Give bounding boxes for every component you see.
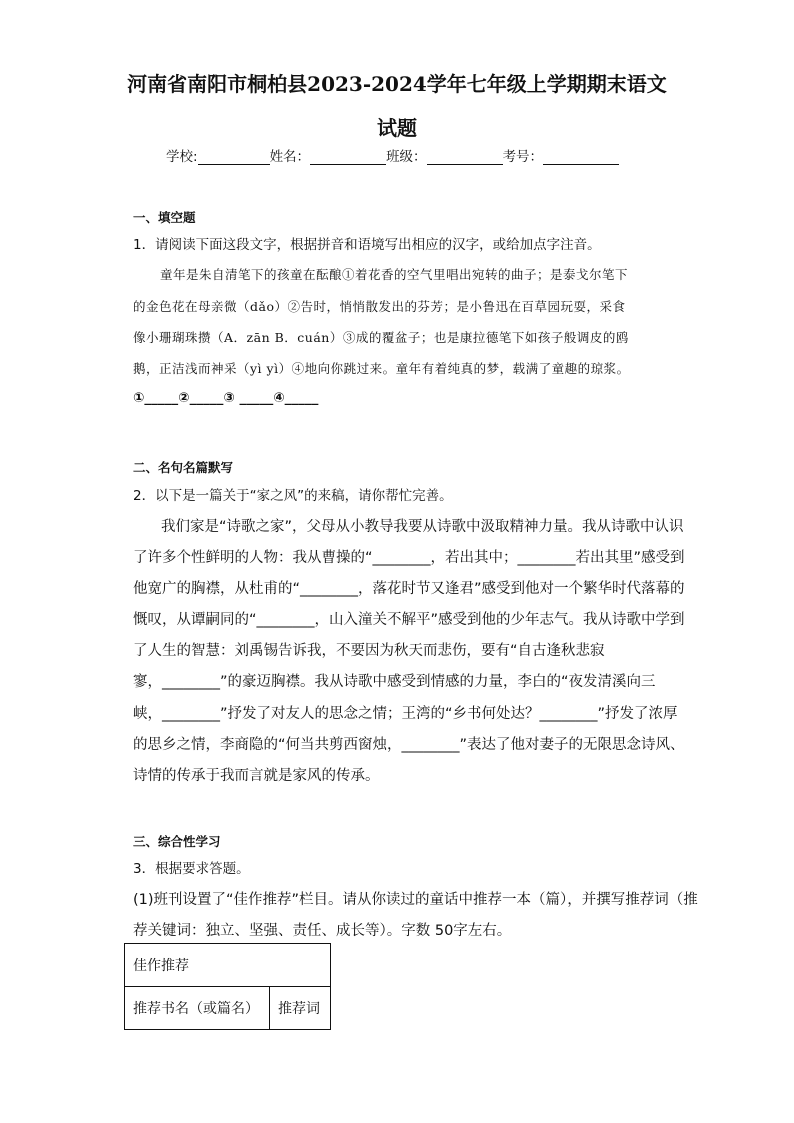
- passage1-line3: 像小珊瑚珠攒（A．zān B．cuán）③成的覆盆子；也是康拉德笔下如孩子般调皮的鸥: [133, 330, 629, 345]
- name-label: 姓名：: [269, 149, 311, 165]
- section3-heading: 三、综合性学习: [133, 834, 221, 849]
- student-info-row: [166, 145, 619, 165]
- question2-line9: 诗情的传承于我而言就是家风的传承。: [133, 768, 380, 784]
- name-blank[interactable]: [310, 150, 386, 165]
- table-header: 佳作推荐: [125, 944, 331, 987]
- question2-line3: 他宽广的胸襟，从杜甫的“________，落花时节又逢君”感受到他对一个繁华时代落幕的: [133, 581, 685, 597]
- exam-no-label: 考号：: [502, 149, 544, 165]
- question2-line8: 的思乡之情，李商隐的“何当共剪西窗烛，________”表达了他对妻子的无限思念诗风、: [133, 737, 685, 753]
- school-label: 学校:: [166, 149, 198, 165]
- question3-sub1-line2: 荐关键词：独立、坚强、责任、成长等）。字数 50字左右。: [133, 923, 512, 939]
- passage1-line1: 童年是朱自清笔下的孩童在酝酿①着花香的空气里唱出宛转的曲子；是泰戈尔笔下: [160, 267, 629, 282]
- page-title-line1: 河南省南阳市桐柏县2023-2024学年七年级上学期期末语文: [127, 72, 667, 96]
- class-blank[interactable]: [427, 150, 503, 165]
- question2-prompt: 2．以下是一篇关于“家之风”的来稿，请你帮忙完善。: [133, 488, 453, 504]
- section1-heading: 一、填空题: [133, 210, 196, 225]
- question2-line7: 峡，________”抒发了对友人的思念之情；王湾的“乡书何处达？________”抒发了浓厚: [133, 706, 678, 722]
- exam-no-blank[interactable]: [543, 150, 619, 165]
- question3-prompt: 3．根据要求答题。: [133, 861, 250, 877]
- question2-line4: 慨叹，从谭嗣同的“________，山入潼关不解平”感受到他的少年志气。我从诗歌中学到: [133, 612, 685, 628]
- question3-sub1-line1: (1)班刊设置了“佳作推荐”栏目。请从你读过的童话中推荐一本（篇），并撰写推荐词（推: [133, 892, 698, 908]
- question2-line2: 了许多个性鲜明的人物：我从曹操的“________，若出其中；________若出其里”感受到: [133, 550, 685, 566]
- question1-blanks[interactable]: ①_____②_____③ _____④_____: [133, 390, 319, 406]
- class-label: 班级：: [386, 149, 427, 165]
- question1-prompt: 1．请阅读下面这段文字，根据拼音和语境写出相应的汉字，或给加点字注音。: [133, 237, 601, 253]
- page-title-line2: 试题: [377, 116, 417, 140]
- question2-line5: 了人生的智慧：刘禹锡告诉我，不要因为秋天而悲伤，要有“自古逢秋悲寂: [133, 643, 605, 659]
- table-col-book-title: 推荐书名（或篇名）: [125, 987, 270, 1030]
- section2-heading: 二、名句名篇默写: [133, 460, 234, 475]
- question2-line1: 我们家是“诗歌之家”，父母从小教导我要从诗歌中汲取精神力量。我从诗歌中认识: [161, 519, 684, 535]
- recommendation-table: [124, 943, 331, 1030]
- passage1-line4: 鹅，正洁浅而神采（yì yì）④地向你跳过来。童年有着纯真的梦，载满了童趣的琼浆。: [133, 361, 630, 376]
- table-col-recommendation: 推荐词: [270, 987, 331, 1030]
- passage1-line2: 的金色花在母亲微（dǎo）②告时，悄悄散发出的芬芳；是小鲁迅在百草园玩耍，采食: [133, 299, 626, 314]
- school-blank[interactable]: [198, 150, 270, 165]
- question2-line6: 寥，________”的豪迈胸襟。我从诗歌中感受到情感的力量，李白的“夜发清溪向三: [133, 674, 656, 690]
